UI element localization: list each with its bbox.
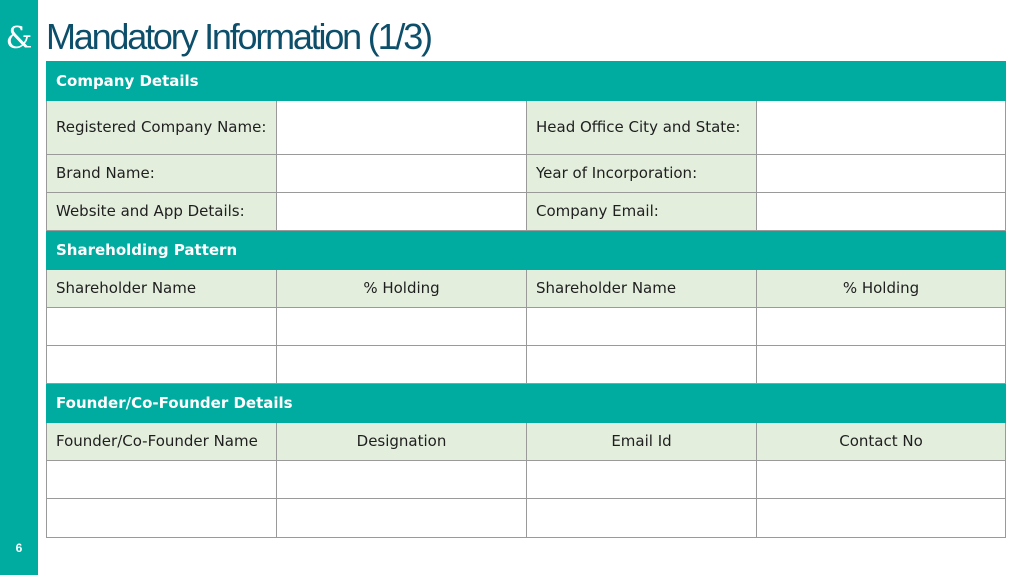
column-header: Shareholder Name (47, 270, 277, 308)
column-header: % Holding (757, 270, 1006, 308)
year-of-incorporation-label: Year of Incorporation: (527, 155, 757, 193)
table-row (47, 193, 1006, 231)
ampersand-logo-icon: & (5, 21, 33, 56)
column-header: Shareholder Name (527, 270, 757, 308)
shareholder-name-cell[interactable] (47, 308, 277, 346)
brand-name-field[interactable] (277, 155, 527, 193)
brand-name-label: Brand Name: (47, 155, 277, 193)
table-row (47, 346, 1006, 384)
column-header: Email Id (527, 423, 757, 461)
section-title: Shareholding Pattern (47, 231, 1006, 270)
company-email-label: Company Email: (527, 193, 757, 231)
founder-name-cell[interactable] (47, 499, 277, 538)
company-email-field[interactable] (757, 193, 1006, 231)
page-title: Mandatory Information (1/3) (46, 16, 431, 57)
website-app-field[interactable] (277, 193, 527, 231)
holding-cell[interactable] (757, 308, 1006, 346)
table-row (47, 101, 1006, 155)
sidebar-band (0, 0, 38, 575)
head-office-label: Head Office City and State: (527, 101, 757, 155)
column-header: Founder/Co-Founder Name (47, 423, 277, 461)
shareholder-name-cell[interactable] (527, 346, 757, 384)
year-of-incorporation-field[interactable] (757, 155, 1006, 193)
table-header-row (47, 423, 1006, 461)
registered-company-name-label: Registered Company Name: (47, 101, 277, 155)
table-row (47, 499, 1006, 538)
section-title: Founder/Co-Founder Details (47, 384, 1006, 423)
shareholder-name-cell[interactable] (527, 308, 757, 346)
column-header: Designation (277, 423, 527, 461)
website-app-label: Website and App Details: (47, 193, 277, 231)
email-id-cell[interactable] (527, 499, 757, 538)
table-row (47, 308, 1006, 346)
section-header-company (47, 62, 1006, 101)
registered-company-name-field[interactable] (277, 101, 527, 155)
designation-cell[interactable] (277, 499, 527, 538)
column-header: % Holding (277, 270, 527, 308)
email-id-cell[interactable] (527, 461, 757, 499)
table-row (47, 155, 1006, 193)
founder-name-cell[interactable] (47, 461, 277, 499)
shareholder-name-cell[interactable] (47, 346, 277, 384)
section-title: Company Details (47, 62, 1006, 101)
section-header-shareholding (47, 231, 1006, 270)
holding-cell[interactable] (277, 346, 527, 384)
holding-cell[interactable] (277, 308, 527, 346)
contact-no-cell[interactable] (757, 499, 1006, 538)
designation-cell[interactable] (277, 461, 527, 499)
column-header: Contact No (757, 423, 1006, 461)
head-office-field[interactable] (757, 101, 1006, 155)
holding-cell[interactable] (757, 346, 1006, 384)
table-header-row (47, 270, 1006, 308)
mandatory-info-table (46, 61, 1006, 538)
page-number: 6 (15, 541, 23, 555)
section-header-founders (47, 384, 1006, 423)
contact-no-cell[interactable] (757, 461, 1006, 499)
table-row (47, 461, 1006, 499)
